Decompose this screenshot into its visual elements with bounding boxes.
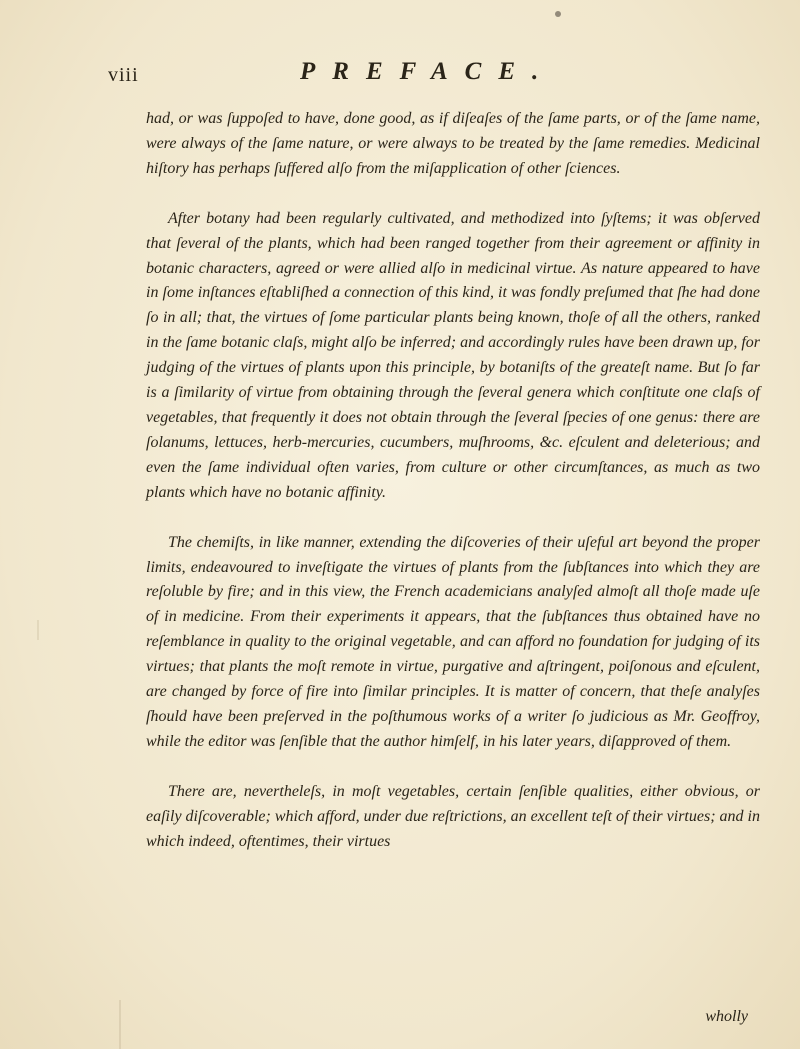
body-text: [146, 107, 760, 854]
paragraph-3: The chemiſts, in like manner, extending the diſcoveries of their uſeful art beyond the proper limits, endeavoured to inveſtigate the virtues of plants from the ſubſtances into which they are reſoluble by fire; and in this view, the French academicians analyſed almoſt all thoſe made uſe of in medicine. From their experiments it appears, that the ſubſtances thus obtained have no reſemblance in quality to the original vegetable, and can afford no foundation for judging of its virtues; that plants the moſt remote in virtue, purgative and aſtringent, poiſonous and eſculent, are changed by force of fire into ſimilar principles. It is matter of concern, that theſe analyſes ſhould have been preſerved in the poſthumous works of a writer ſo judicious as Mr. Geoffroy, while the editor was ſenſible that the author himſelf, in his later years, diſapproved of them.: [146, 533, 760, 750]
paragraph-1: had, or was ſuppoſed to have, done good, as if diſeaſes of the ſame parts, or of the ſame name, were always of the ſame nature, or were always to be treated by the ſame remedies. Medicinal hiſtory has perhaps ſuffered alſo from the miſapplication of other ſciences.: [146, 110, 760, 177]
catchword: wholly: [705, 1008, 748, 1025]
paragraph-2: After botany had been regularly cultivated, and methodized into ſyſtems; it was obſerved that ſeveral of the plants, which had been ranged together from their agreement or affinity in botanic characters, agreed or were allied alſo in medicinal virtue. As nature appeared to have in ſome inſtances eſtabliſhed a connection of this kind, it was fondly preſumed that ſhe had done ſo in all; that, the virtues of ſome particular plants being known, thoſe of all the others, ranked in the ſame botanic claſs, might alſo be inferred; and accordingly rules have been drawn up, for judging of the virtues of plants upon this principle, by botaniſts of the greateſt name. But ſo far is a ſimilarity of virtue from obtaining through the ſeveral genera which conſtitute one claſs of vegetables, that frequently it does not obtain through the ſeveral ſpecies of one genus: there are ſolanums, lettuces, herb-mercuries, cucumbers, muſhrooms, &c. eſculent and deleterious; and even the ſame individual often varies, from culture or other circumſtances, as much as two plants which have no botanic affinity.: [146, 209, 760, 501]
page-number: viii: [108, 64, 139, 86]
ink-spot: [555, 11, 561, 17]
running-title: PREFACE.: [300, 58, 556, 85]
page-header: [0, 52, 800, 92]
paragraph-4: There are, neverthelеſs, in moſt vegetables, certain ſenſible qualities, either obvious, or eaſily diſcoverable; which afford, under due reſtrictions, an excellent teſt of their virtues; and in which indeed, oftentimes, their virtues: [146, 782, 760, 850]
